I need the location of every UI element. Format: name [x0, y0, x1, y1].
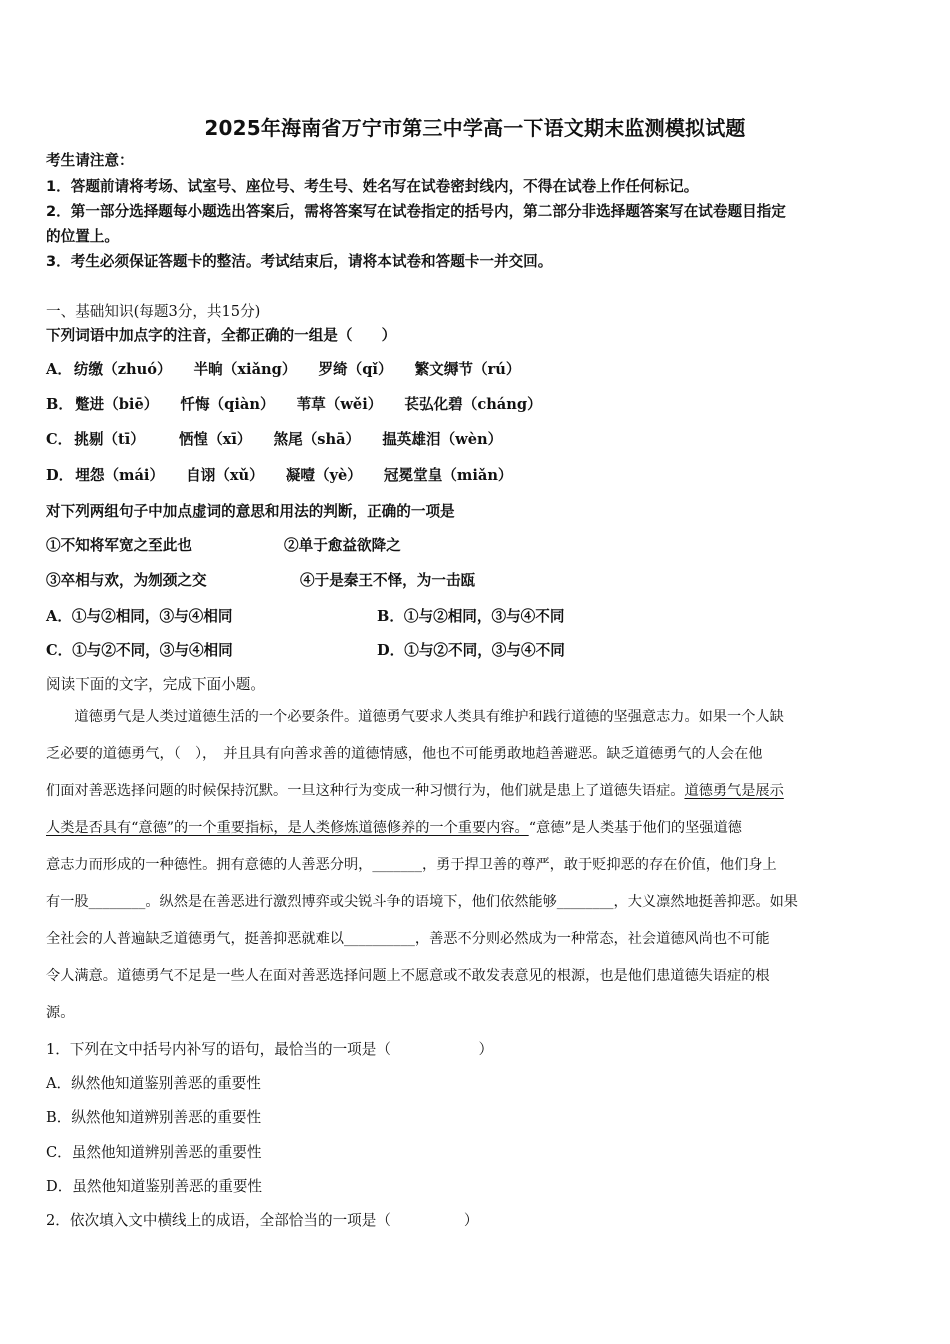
passage-line: 全社会的人普遍缺乏道德勇气，挺善抑恶就难以__________，善恶不分则必然成为一种常态，社会道德风尚也不可能 — [46, 931, 770, 947]
option-a: A．①与②相同，③与④相同 — [46, 608, 233, 625]
notice-item: 2．第一部分选择题每小题选出答案后，需将答案写在试卷指定的括号内，第二部分非选择题答案写在试卷题目指定 — [46, 203, 786, 220]
option-label: C． — [46, 431, 73, 448]
sentence-1: ①不知将军宽之至此也 — [46, 537, 192, 554]
option-b: B．①与②相同，③与④不同 — [377, 608, 565, 625]
option-row-b — [46, 395, 564, 415]
option-item: 罗绮（qǐ） — [318, 361, 393, 378]
passage-line: 有一股________。纵然是在善恶进行激烈博弈或尖锐斗争的语境下，他们依然能够________，大义凛然地挺善抑恶。如果 — [46, 894, 798, 910]
option-item: 挑剔（tī） — [74, 431, 145, 448]
answer-option: B．纵然他知道辨别善恶的重要性 — [46, 1109, 262, 1126]
sentence-3: ③卒相与欢，为刎颈之交 — [46, 572, 207, 589]
reading-passage — [46, 707, 906, 1037]
option-item: 半晌（xiǎng） — [193, 361, 297, 378]
page-title: 2025年海南省万宁市第三中学高一下语文期末监测模拟试题 — [204, 116, 746, 140]
option-row-c — [46, 430, 524, 450]
reading-intro: 阅读下面的文字，完成下面小题。 — [46, 676, 265, 693]
underlined-sentence: 人类是否具有“意德”的一个重要指标，是人类修炼道德修养的一个重要内容。 — [46, 820, 529, 836]
question-stem: 对下列两组句子中加点虚词的意思和用法的判断，正确的一项是 — [46, 503, 455, 520]
option-item: 煞尾（shā） — [273, 431, 361, 448]
passage-line — [46, 781, 784, 801]
notice-heading: 考生请注意： — [46, 152, 134, 169]
option-item: 恓惶（xī） — [178, 431, 252, 448]
option-item: 埋怨（mái） — [75, 467, 165, 484]
passage-text: “意德”是人类基于他们的坚强道德 — [528, 820, 742, 836]
notice-item: 3．考生必须保证答题卡的整洁。考试结束后，请将本试卷和答题卡一并交回。 — [46, 253, 553, 270]
option-d: D．①与②不同，③与④不同 — [377, 642, 565, 659]
option-item: 凝噎（yè） — [285, 467, 362, 484]
section-heading: 一、基础知识(每题3分，共15分) — [46, 303, 261, 320]
option-item: 纺缴（zhuó） — [73, 361, 172, 378]
answer-option: D．虽然他知道鉴别善恶的重要性 — [46, 1178, 263, 1195]
passage-text: 们面对善恶选择问题的时候保持沉默。一旦这种行为变成一种习惯行为，他们就是患上了道德失语症。 — [46, 783, 685, 799]
answer-option: C．虽然他知道辨别善恶的重要性 — [46, 1144, 262, 1161]
sentence-2: ②单于愈益欲降之 — [284, 537, 401, 554]
option-c: C．①与②不同，③与④相同 — [46, 642, 233, 659]
option-row-d — [46, 466, 535, 486]
question-stem: 1．下列在文中括号内补写的语句，最恰当的一项是（ ） — [46, 1041, 494, 1058]
option-label: A． — [46, 361, 72, 378]
option-item: 苌弘化碧（cháng） — [404, 396, 542, 413]
passage-line: 令人满意。道德勇气不足是一些人在面对善恶选择问题上不愿意或不敢发表意见的根源，也是他们患道德失语症的根 — [46, 968, 770, 984]
passage-line — [46, 818, 742, 838]
passage-line: 意志力而形成的一种德性。拥有意德的人善恶分明，_______，勇于捍卫善的尊严，敢于贬抑恶的存在价值，他们身上 — [46, 857, 777, 873]
option-item: 自诩（xǔ） — [186, 467, 264, 484]
underlined-sentence: 道德勇气是展示 — [684, 783, 784, 799]
option-row-a — [46, 360, 542, 380]
option-item: 忏悔（qiàn） — [180, 396, 275, 413]
passage-line: 乏必要的道德勇气，（ ）， 并且具有向善求善的道德情感，他也不可能勇敢地趋善避恶。缺乏道德勇气的人会在他 — [46, 746, 763, 762]
option-item: 蹩进（biē） — [74, 396, 159, 413]
sentence-4: ④于是秦王不怿，为一击瓯 — [300, 572, 476, 589]
notice-item: 的位置上。 — [46, 228, 119, 245]
question-stem: 2．依次填入文中横线上的成语，全部恰当的一项是（ ） — [46, 1212, 479, 1229]
option-item: 揾英雄泪（wèn） — [382, 431, 503, 448]
passage-line: 道德勇气是人类过道德生活的一个必要条件。道德勇气要求人类具有维护和践行道德的坚强意志力。如果一个人缺 — [46, 709, 784, 725]
answer-option: A．纵然他知道鉴别善恶的重要性 — [46, 1075, 261, 1092]
option-item: 苇草（wěi） — [296, 396, 383, 413]
option-item: 繁文缛节（rú） — [414, 361, 521, 378]
notice-item: 1．答题前请将考场、试室号、座位号、考生号、姓名写在试卷密封线内，不得在试卷上作任何标记。 — [46, 178, 699, 195]
option-label: B． — [46, 396, 73, 413]
option-label: D． — [46, 467, 74, 484]
passage-line: 源。 — [46, 1005, 75, 1021]
option-item: 冠冕堂皇（miǎn） — [383, 467, 513, 484]
question-stem: 下列词语中加点字的注音，全都正确的一组是（ ） — [46, 327, 397, 344]
